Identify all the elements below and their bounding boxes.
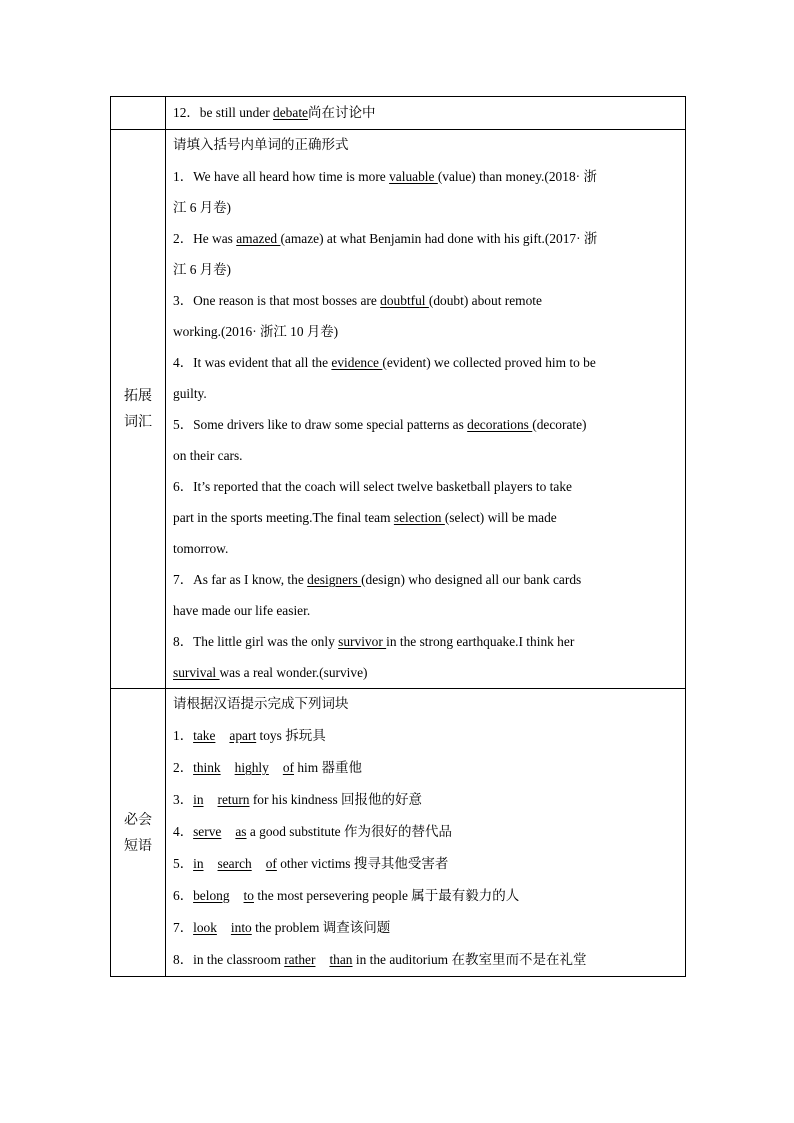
item-number: 1．	[173, 169, 194, 184]
answer-word: belong	[193, 888, 230, 903]
phrase-text: other victims	[276, 856, 354, 871]
vocab-item-line	[173, 502, 677, 533]
phrase-text: in the classroom	[193, 952, 285, 967]
sentence-text: in the strong earthquake.I think her	[386, 634, 575, 649]
answer-blank-group	[193, 920, 252, 935]
sentence-text: One reason is that most bosses are	[193, 293, 381, 308]
sentence-text: on their cars.	[173, 448, 243, 463]
item-number: 1．	[173, 728, 194, 743]
phrase-item	[173, 720, 677, 752]
vocab-item-line	[173, 378, 677, 409]
sentence-text: We have all heard how time is more	[193, 169, 390, 184]
sentence-text: working.(2016· 浙江 10 月卷)	[173, 324, 339, 339]
answer-word: serve	[193, 824, 222, 839]
answer-word: than	[329, 952, 353, 967]
answer-word: look	[193, 920, 217, 935]
sentence-text: (decorate)	[532, 417, 587, 432]
phrase-item	[173, 752, 677, 784]
answer-word: apart	[229, 728, 257, 743]
chinese-gloss: 回报他的好意	[341, 792, 422, 808]
answer-blank-group	[193, 728, 256, 743]
expand-items-list	[173, 161, 677, 688]
answer-blank-group	[193, 760, 294, 775]
sentence-text: (value) than money.(2018· 浙	[437, 169, 597, 184]
section-instruction: 请填入括号内单词的正确形式	[173, 137, 349, 153]
worksheet-table	[110, 96, 686, 977]
phrase-item	[173, 944, 677, 976]
answer-word: search	[217, 856, 252, 871]
answer-blank: designers	[307, 572, 362, 587]
item-number: 2．	[173, 231, 194, 246]
chinese-gloss: 属于最有毅力的人	[411, 888, 520, 904]
vocab-item-line	[173, 192, 677, 223]
answer-blank: survival	[173, 665, 220, 680]
phrase-text: for his kindness	[249, 792, 341, 807]
vocab-item-line	[173, 626, 677, 657]
sentence-text: It’s reported that the coach will select twelve basketball players to take	[193, 479, 572, 494]
answer-word: in	[193, 856, 204, 871]
phrase-text: in the auditorium	[352, 952, 452, 967]
answer-word: as	[235, 824, 247, 839]
answer-word: of	[282, 760, 295, 775]
item-12	[173, 97, 677, 129]
answer-blank: decorations	[467, 417, 533, 432]
chinese-gloss: 在教室里而不是在礼堂	[451, 952, 587, 968]
sentence-text: part in the sports meeting.The final team	[173, 510, 394, 525]
sentence-text: (evident) we collected proved him to be	[382, 355, 596, 370]
vocab-item-line	[173, 161, 677, 192]
sentence-text: tomorrow.	[173, 541, 229, 556]
phrases-content-cell	[166, 689, 686, 977]
item-number: 3．	[173, 792, 194, 807]
sentence-text: (design) who designed all our bank cards	[361, 572, 582, 587]
answer-blank: valuable	[389, 169, 438, 184]
vocab-item-line	[173, 471, 677, 502]
answer-blank: selection	[393, 510, 445, 525]
answer-word: to	[243, 888, 254, 903]
sentence-text: It was evident that all the	[193, 355, 332, 370]
sentence-text: have made our life easier.	[173, 603, 311, 618]
item-number: 6．	[173, 888, 194, 903]
answer-word: take	[193, 728, 216, 743]
expand-content-cell	[166, 130, 686, 689]
answer-blank-group	[193, 888, 254, 903]
section-label-expand: 拓展 词汇	[111, 130, 166, 689]
chinese-gloss: 拆玩具	[285, 728, 326, 744]
answer-word: in	[193, 792, 204, 807]
answer-word: highly	[234, 760, 269, 775]
item-number: 5．	[173, 856, 194, 871]
item-number: 3．	[173, 293, 194, 308]
sentence-text: 江 6 月卷)	[173, 262, 232, 277]
vocab-item-line	[173, 564, 677, 595]
item-number: 7．	[173, 572, 194, 587]
chinese-gloss: 调查该问题	[322, 920, 391, 936]
item-number: 2．	[173, 760, 194, 775]
item-number: 8．	[173, 952, 194, 967]
phrase-text: the most persevering people	[253, 888, 412, 903]
phrase-item	[173, 880, 677, 912]
answer-blank: evidence	[331, 355, 383, 370]
item-number: 7．	[173, 920, 194, 935]
vocab-item-line	[173, 316, 677, 347]
sentence-text: The little girl was the only	[193, 634, 339, 649]
sentence-text: (amaze) at what Benjamin had done with his gift.(2017· 浙	[280, 231, 598, 246]
answer-blank-group	[193, 856, 277, 871]
item-number: 12．	[173, 105, 200, 120]
vocab-item-line	[173, 223, 677, 254]
sentence-text: Some drivers like to draw some special patterns as	[193, 417, 468, 432]
sentence-text: He was	[193, 231, 237, 246]
chinese-gloss: 搜寻其他受害者	[353, 856, 449, 872]
section-instruction: 请根据汉语提示完成下列词块	[173, 696, 349, 712]
answer-blank: doubtful	[380, 293, 429, 308]
item-number: 4．	[173, 355, 194, 370]
answer-word: into	[230, 920, 252, 935]
item-number: 6．	[173, 479, 194, 494]
vocab-item-line	[173, 533, 677, 564]
must-know-phrases-section	[111, 689, 686, 977]
answer-word: of	[265, 856, 277, 871]
phrase-item	[173, 816, 677, 848]
vocab-item-line	[173, 595, 677, 626]
phrase-text: the problem	[251, 920, 323, 935]
phrase-items-list	[173, 720, 677, 976]
phrase-text: a good substitute	[246, 824, 344, 839]
sentence-text: was a real wonder.(survive)	[219, 665, 368, 680]
answer-blank: amazed	[236, 231, 281, 246]
vocab-item-line	[173, 657, 677, 688]
answer-blank: survivor	[338, 634, 387, 649]
phrase-item	[173, 784, 677, 816]
vocab-item-line	[173, 347, 677, 378]
phrase-text: him	[294, 760, 322, 775]
answer-blank-group	[193, 792, 249, 807]
phrase-text: toys	[256, 728, 286, 743]
phrase-item	[173, 848, 677, 880]
sentence-text: As far as I know, the	[193, 572, 308, 587]
sentence-text: 江 6 月卷)	[173, 200, 232, 215]
top-row	[111, 97, 686, 130]
item-number: 8．	[173, 634, 194, 649]
chinese-gloss: 器重他	[321, 760, 363, 776]
answer-blank-group	[193, 824, 246, 839]
vocab-item-line	[173, 440, 677, 471]
vocab-item-line	[173, 285, 677, 316]
answer-word: return	[217, 792, 250, 807]
answer-word: think	[193, 760, 221, 775]
sentence-text: (doubt) about remote	[428, 293, 542, 308]
answer-word: rather	[284, 952, 316, 967]
chinese-gloss: 尚在讨论中	[308, 105, 376, 121]
vocab-item-line	[173, 409, 677, 440]
phrase-item	[173, 912, 677, 944]
item-number: 5．	[173, 417, 194, 432]
top-row-content-cell	[166, 97, 686, 130]
answer-blank: debate	[273, 105, 308, 120]
answer-blank-group	[284, 952, 352, 967]
vocab-item-line	[173, 254, 677, 285]
sentence-text: be still under	[199, 105, 274, 120]
section-label-phrases: 必会 短语	[111, 689, 166, 977]
sentence-text: (select) will be made	[444, 510, 557, 525]
top-row-label-cell	[111, 97, 166, 130]
expand-vocabulary-section	[111, 130, 686, 689]
sentence-text: guilty.	[173, 386, 207, 401]
chinese-gloss: 作为很好的替代品	[343, 824, 452, 840]
item-number: 4．	[173, 824, 194, 839]
